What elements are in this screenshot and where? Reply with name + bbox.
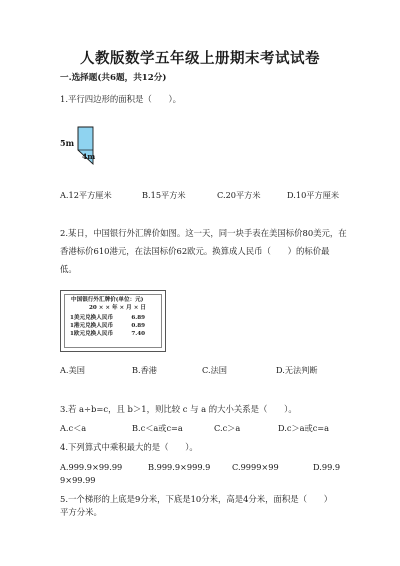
q1-option-d: D.10平方厘米 — [287, 190, 340, 200]
section-heading: 一.选择题(共6题，共12分) — [60, 73, 167, 83]
q2-option-d: D.无法判断 — [276, 365, 318, 375]
table-header: 中国银行外汇牌价(单位：元) — [71, 297, 144, 303]
question-2-line2: 香港标价610港元，在法国标价62欧元。换算成人民币（ ）的标价最 — [60, 246, 330, 256]
q1-option-a: A.12平方厘米 — [60, 190, 112, 200]
q2-option-a: A.美国 — [60, 365, 85, 375]
question-3-text: 3.若 a÷b=c，且 b＞1，则比较 c 与 a 的大小关系是（ ）。 — [60, 404, 297, 414]
q4-option-c: C.9999×99 — [232, 462, 279, 472]
row-value: 7.40 — [131, 331, 145, 337]
table-row — [70, 331, 155, 338]
row-label: 1港元兑换人民币 — [70, 323, 114, 329]
table-row — [70, 315, 155, 322]
question-4-text: 4.下列算式中乘积最大的是（ ）。 — [60, 442, 198, 452]
q4-option-d: D.99.9 — [313, 462, 341, 472]
question-1-text: 1.平行四边形的面积是（ ）。 — [60, 94, 182, 104]
figure-height-label: 5m — [60, 138, 75, 148]
row-value: 6.89 — [131, 315, 145, 321]
question-5-line1: 5.一个梯形的上底是9分米，下底是10分米，高是4分米，面积是（ ） — [60, 494, 333, 504]
q3-option-d: D.c＞a或c=a — [278, 423, 330, 433]
parallelogram-figure — [60, 124, 120, 170]
question-2-line3: 低。 — [60, 264, 77, 274]
row-value: 0.89 — [131, 323, 145, 329]
q4-option-a: A.999.9×99.99 — [60, 462, 123, 472]
exchange-rate-table — [60, 290, 166, 352]
table-date: 20 × × 年 × 月 × 日 — [89, 305, 146, 311]
question-2-line1: 2.某日，中国银行外汇牌价如图。这一天，同一块手表在美国标价80美元，在 — [60, 228, 347, 238]
q2-option-b: B.香港 — [132, 365, 157, 375]
page-title: 人教版数学五年级上册期末考试试卷 — [80, 50, 320, 67]
row-label: 1欧元兑换人民币 — [70, 331, 114, 337]
figure-base-label: 4m — [82, 152, 96, 161]
q3-option-c: C.c＞a — [214, 423, 241, 433]
table-row — [70, 323, 155, 330]
q4-option-b: B.999.9×999.9 — [148, 462, 211, 472]
question-5-line2: 平方分米。 — [60, 507, 102, 517]
q1-option-b: B.15平方米 — [142, 190, 186, 200]
q3-option-a: A.c＜a — [60, 423, 87, 433]
q1-option-c: C.20平方米 — [217, 190, 261, 200]
row-label: 1美元兑换人民币 — [70, 315, 114, 321]
q3-option-b: B.c＜a或c=a — [132, 423, 183, 433]
q2-option-c: C.法国 — [202, 365, 227, 375]
q4-option-d-continued: 9×99.99 — [60, 475, 96, 485]
